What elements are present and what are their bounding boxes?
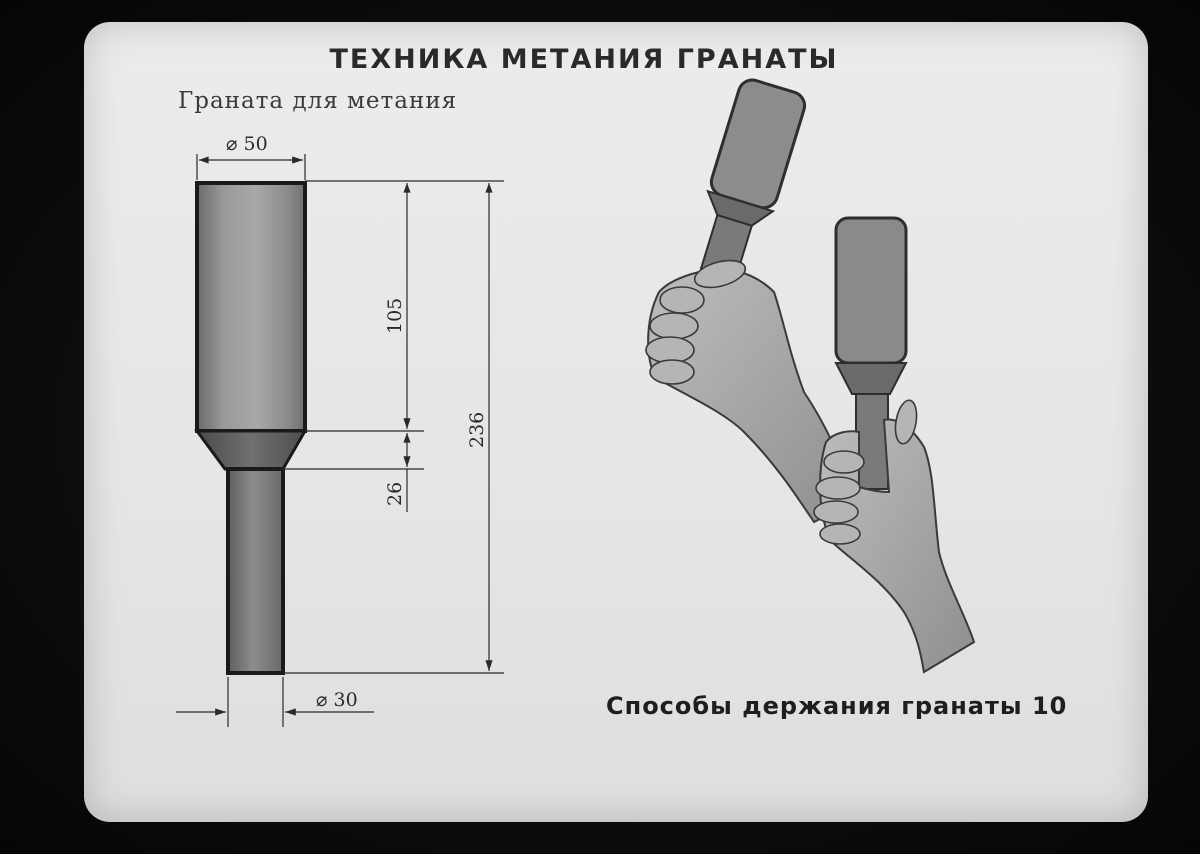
dim-handle-diameter: ⌀ 30 <box>316 689 358 711</box>
grenade-neck <box>197 431 305 469</box>
dim-neck-length: 26 <box>384 481 406 506</box>
slide-subtitle: Граната для метания <box>178 88 458 114</box>
slide-title: ТЕХНИКА МЕТАНИЯ ГРАНАТЫ <box>329 44 839 75</box>
grenade-head <box>197 183 305 431</box>
hand-grip-handle <box>814 218 974 672</box>
slide-caption: Способы держания гранаты 10 <box>606 692 1068 720</box>
slide <box>84 22 1148 822</box>
dim-total-length: 236 <box>466 411 488 448</box>
grenade-drawing <box>176 133 504 727</box>
grenade-handle <box>228 469 283 673</box>
dim-head-length: 105 <box>384 297 406 334</box>
dim-head-diameter: ⌀ 50 <box>226 133 268 155</box>
